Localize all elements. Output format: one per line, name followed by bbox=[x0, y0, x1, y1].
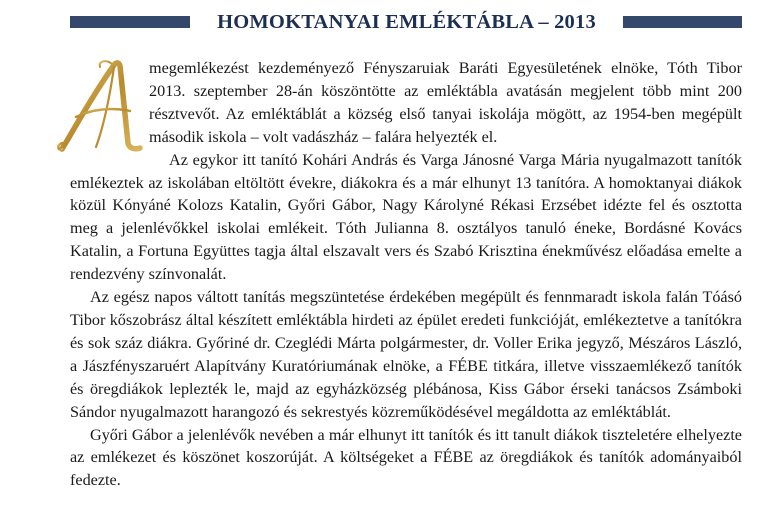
paragraph-2: Az egykor itt tanító Kohári András és Varga Jánosné Varga Mária nyugalmazott tanítók emlékeztek az iskolában eltöltött évekre, diákokra és a már elhunyt 13 tanítóra. A homoktanyai diákok közül Kónyáné Kolozs Katalin, Győri Gábor, Nagy Károlyné Rékasi Erzsébet idézte fel és osztotta meg a jelenlévőkkel iskolai emlékeit. Tóth Julianna 8. osztályos tanuló éneke, Bordásné Kovács Katalin, a Fortuna Együttes tagja által elszavalt vers és Szabó Krisztina énekművész előadása emelte a rendezvény színvonalát. bbox=[70, 150, 742, 284]
drop-cap bbox=[56, 57, 146, 152]
title-banner bbox=[70, 10, 742, 34]
page-title: HOMOKTANYAI EMLÉKTÁBLA – 2013 bbox=[217, 11, 596, 33]
paragraph-4: Győri Gábor a jelenlévők nevében a már elhunyt itt tanítók és itt tanult diákok tiszteletére elhelyezte az emlékezet és köszönet koszorúját. A költségeket a FÉBE az öregdiákok és tanítók adományaiból fedezte. bbox=[70, 425, 742, 490]
article-body bbox=[70, 57, 742, 492]
paragraph-3: Az egész napos váltott tanítás megszüntetése érdekében megépült és fennmaradt iskola falán Tóásó Tibor kőszobrász által készített emléktábla hirdeti az épület eredeti funkcióját, emlékeztetve a tanítókra és sok száz diákra. Győriné dr. Czeglédi Márta polgármester, dr. Voller Erika jegyző, Mészáros László, a Jászfényszaruért Alapítvány Kuratóriumának elnöke, a FÉBE titkára, illetve visszaemlékező tanítók és öregdiákok leplezték le, majd az egyházközség plébánosa, Kiss Gábor érseki tanácsos Zsámboki Sándor nyugalmazott harangozó és sekrestyés közreműködésével megáldotta az emléktáblát. bbox=[70, 288, 742, 421]
paragraph-1 bbox=[70, 57, 742, 149]
title-rule-left bbox=[70, 16, 190, 28]
paragraph-1-text: megemlékezést kezdeményező Fényszaruiak Baráti Egyesületének elnöke, Tóth Tibor 2013. szeptember 28-án köszöntötte az emléktábla avatásán megjelent több mint 200 résztvevőt. Az emléktáblát a község első tanyai iskolája mögött, az 1954-ben megépült második iskola – volt vadászház – falára helyezték el. bbox=[149, 59, 742, 146]
title-rule-right bbox=[623, 16, 742, 28]
drop-cap-letter-icon bbox=[56, 55, 148, 155]
